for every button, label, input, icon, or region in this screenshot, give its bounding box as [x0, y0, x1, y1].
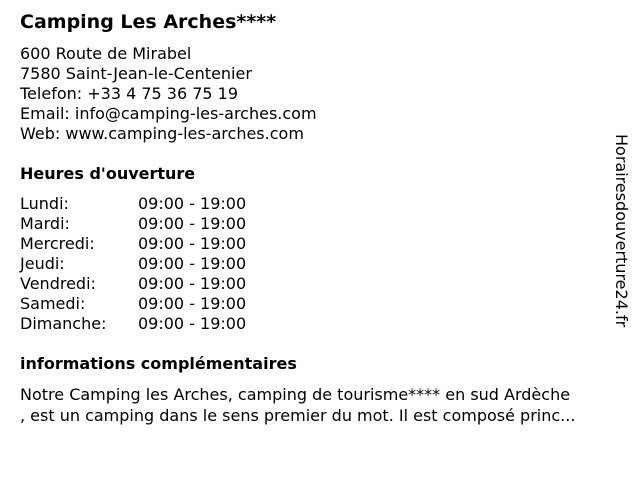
hours-row — [20, 194, 246, 214]
hours-time: 09:00 - 19:00 — [138, 274, 247, 293]
hours-row — [20, 274, 246, 294]
hours-day: Dimanche: — [20, 314, 107, 333]
hours-heading: Heures d'ouverture — [20, 164, 196, 183]
hours-row — [20, 234, 246, 254]
address-city: 7580 Saint-Jean-le-Centenier — [20, 64, 252, 83]
hours-day: Lundi: — [20, 194, 69, 213]
hours-time: 09:00 - 19:00 — [138, 214, 247, 233]
hours-day: Samedi: — [20, 294, 86, 313]
hours-day: Jeudi: — [20, 254, 65, 273]
hours-day: Mardi: — [20, 214, 70, 233]
hours-time: 09:00 - 19:00 — [138, 294, 247, 313]
email-line: Email: info@camping-les-arches.com — [20, 104, 317, 123]
hours-time: 09:00 - 19:00 — [138, 194, 247, 213]
description-line: , est un camping dans le sens premier du mot. Il est composé princ... — [20, 406, 576, 425]
description-line: Notre Camping les Arches, camping de tourisme**** en sud Ardèche — [20, 385, 571, 404]
page-title: Camping Les Arches**** — [20, 11, 277, 33]
hours-day: Vendredi: — [20, 274, 96, 293]
site-watermark: Horairesdouverture24.fr — [612, 134, 631, 328]
web-line: Web: www.camping-les-arches.com — [20, 124, 304, 143]
hours-row — [20, 214, 246, 234]
hours-row — [20, 314, 246, 334]
hours-table — [20, 194, 246, 334]
hours-time: 09:00 - 19:00 — [138, 234, 247, 253]
hours-time: 09:00 - 19:00 — [138, 254, 247, 273]
hours-time: 09:00 - 19:00 — [138, 314, 247, 333]
info-heading: informations complémentaires — [20, 354, 297, 373]
hours-day: Mercredi: — [20, 234, 95, 253]
hours-row — [20, 294, 246, 314]
address-street: 600 Route de Mirabel — [20, 44, 192, 63]
contact-block — [20, 44, 317, 144]
hours-row — [20, 254, 246, 274]
phone-line: Telefon: +33 4 75 36 75 19 — [20, 84, 239, 103]
description — [20, 384, 630, 426]
